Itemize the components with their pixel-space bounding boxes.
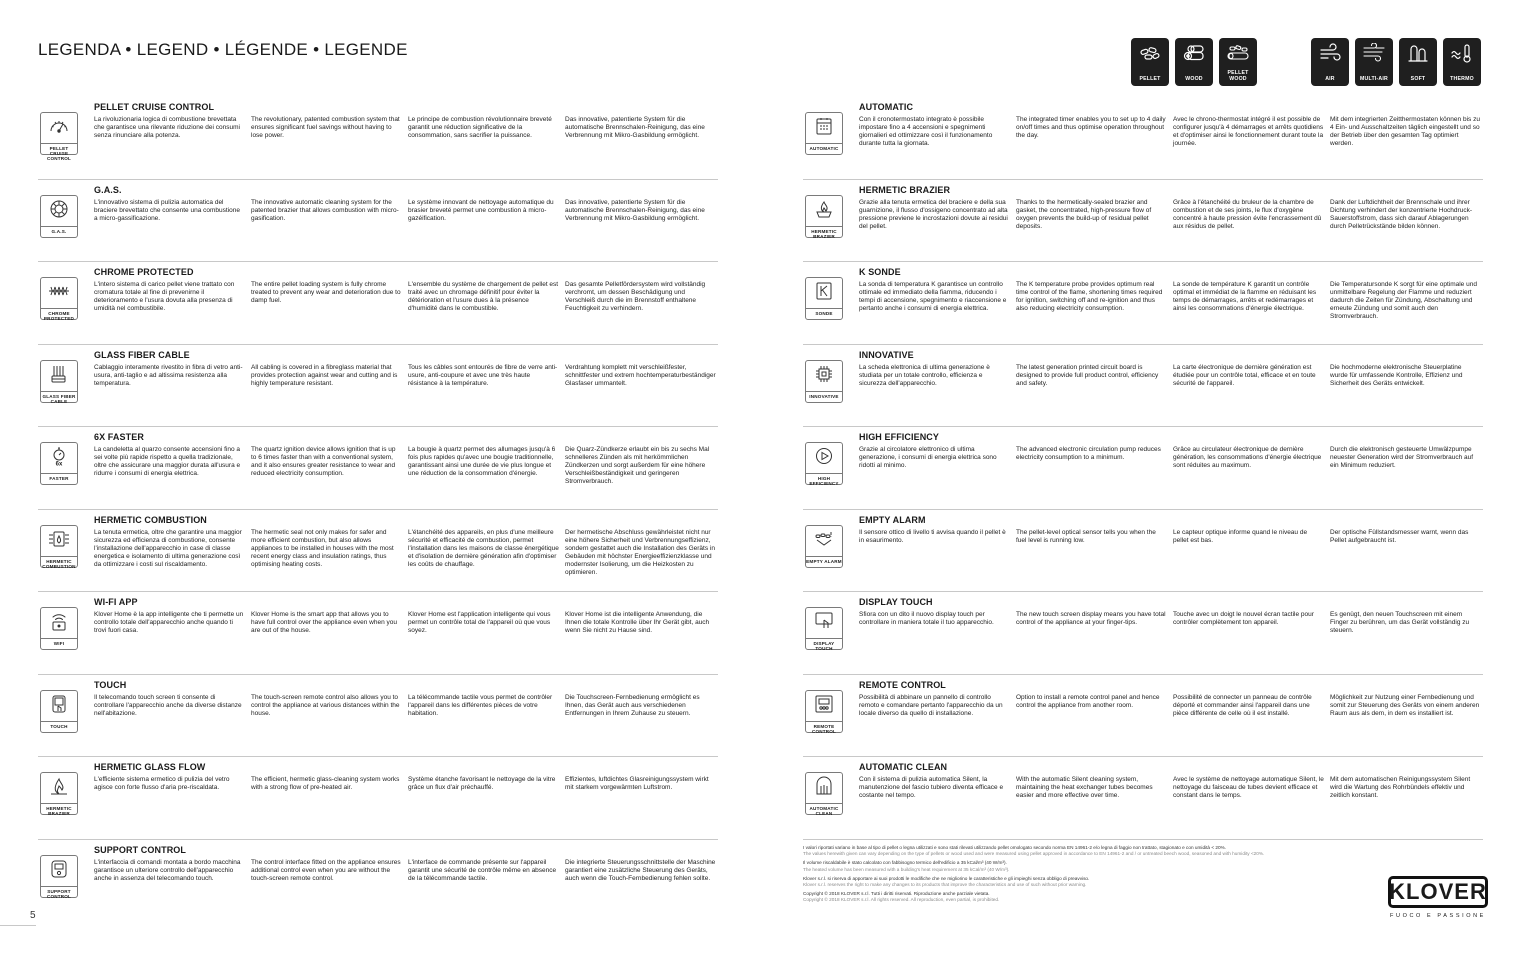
calendar-timer-icon: [813, 116, 835, 141]
footnote-copyright-en: Copyright © 2018 KLOVER s.r.l. All rights reserved. All reproduction, even partial, is prohibited.: [803, 897, 1000, 903]
feature-icon-label: TOUCH: [41, 721, 77, 729]
description-it: La scheda elettronica di ultima generazione è studiata per un totale controllo, efficienza e sicurezza dell'apparecchio.: [859, 363, 990, 387]
description-fr: Grâce à l'étanchéité du bruleur de la chambre de combustion et de ses joints, le flux d'oxygène concentré à haute pression évite l'encrassement dû aux résidus de pellet.: [1173, 198, 1322, 230]
description-it: L'interfaccia di comandi montata a bordo macchina garantisce un ulteriore controllo dell'apparecchio anche in assenza del telecomando touch.: [94, 858, 241, 882]
badge-label: SOFT: [1410, 76, 1426, 82]
feature-icon-label: SONDE: [806, 308, 842, 316]
description-en: The revolutionary, patented combustion system that ensures significant fuel savings without having to lose power.: [251, 116, 400, 140]
feature-k-sonde: [803, 265, 1483, 348]
features-right-column: [803, 100, 1483, 843]
description-en: With the automatic Silent cleaning system, maintaining the heat exchanger tubes becomes easier and more effective over time.: [1016, 776, 1153, 800]
description-de: Effizientes, luftdichtes Glasreinigungssystem wirkt mit starkem vorgewärmten Luftstrom.: [565, 776, 709, 792]
feature-icon-label: SUPPORT CONTROL: [41, 886, 77, 899]
feature-icon-label: WIFI: [41, 638, 77, 646]
feature-descriptions: [859, 694, 1487, 718]
feature-icon-box: [40, 195, 78, 238]
feature-remote-control: [803, 678, 1483, 761]
feature-descriptions: [859, 529, 1487, 545]
description-en: The control interface fitted on the appliance ensures additional control even when you are without the touch-screen remote control.: [251, 858, 401, 882]
description-fr: L'interface de commande présente sur l'appareil garantit une sécurité de contrôle même en absence de la télécommande tactile.: [408, 858, 557, 882]
feature-icon-box: [805, 607, 843, 650]
support-panel-icon: [48, 859, 70, 884]
feature-icon-box: [805, 442, 843, 485]
brazier-flame-icon: [813, 199, 835, 224]
feature-icon-label: REMOTE CONTROL: [806, 721, 842, 734]
feature-descriptions: [94, 116, 722, 140]
feature-glass-fiber-cable: [38, 348, 718, 431]
description-de: Die Touchscreen-Fernbedienung ermöglicht es Ihnen, das Gerät auch aus verschiedenen Entfernungen in Ihrem Zuhause zu steuern.: [565, 693, 700, 717]
description-it: Con il cronotermostato integrato è possibile impostare fino a 4 accensioni e spegnimenti giornalieri ed ottimizzare così il funzionamento durante tutta la giornata.: [859, 116, 993, 148]
thermo-icon: [1450, 43, 1474, 68]
description-en: The quartz ignition device allows ignition that is up to 6 times faster than with a conventional system, and it also ensures greater resistance to wear and reduced electricity consumption.: [251, 446, 396, 478]
feature-title: CHROME PROTECTED: [94, 267, 194, 277]
feature-icon-box: [40, 525, 78, 568]
description-en: Thanks to the hermetically-sealed brazier and gasket, the concentrated, high-pressure flow of oxygen prevents the build-up of residual pellet deposits.: [1016, 198, 1152, 230]
description-de: Mit dem integrierten Zeitthermostaten können bis zu 4 Ein- und Ausschaltzeiten täglich eingestellt und so der Betrieb über den gesamten Tag optimiert werden.: [1330, 116, 1480, 148]
description-de: Mit dem automatischen Reinigungssystem Silent wird die Wartung des Rohrbündels effektiv und zeitlich konstant.: [1330, 776, 1471, 800]
description-fr: La sonde de température K garantit un contrôle optimal et immédiat de la flamme en réduisant les temps de démarrages, arrêts et redémarrages et ainsi les consommations d'énergie électrique.: [1173, 281, 1317, 313]
air-flow-icon: [1318, 43, 1342, 68]
description-it: Klover Home è la app intelligente che ti permette un controllo totale dell'apparecchio anche quando ti trovi fuori casa.: [94, 611, 244, 635]
wifi-icon: [48, 611, 70, 636]
feature-wifi-app: [38, 595, 718, 678]
feature-descriptions: [94, 281, 722, 313]
remote-panel-icon: [813, 694, 835, 719]
description-en: The efficient, hermetic glass-cleaning system works with a strong flow of pre-heated air.: [251, 776, 400, 792]
description-it: Grazie al circolatore elettronico di ultima generazione, i consumi di energia elettrica sono ridotti al minimo.: [859, 446, 997, 470]
badge-air: [1311, 38, 1349, 86]
description-de: Klover Home ist die intelligente Anwendung, die Ihnen die totale Kontrolle über Ihr Gerät gibt, auch wenn Sie nicht zu Hause sind.: [565, 611, 710, 635]
features-left-column: [38, 100, 718, 925]
badge-multi-air: [1355, 38, 1393, 86]
feature-icon-box: [805, 277, 843, 320]
feature-automatic-clean: [803, 760, 1483, 843]
clean-cycle-icon: [813, 776, 835, 801]
feature-icon-label: FASTER: [41, 473, 77, 481]
feature-title: 6X FASTER: [94, 432, 144, 442]
description-de: Das gesamte Pelletfördersystem wird vollständig verchromt, um dessen Beschädigung und Verschleiß durch die im Brennstoff enthaltene Feuchtigkeit zu verhindern.: [565, 281, 706, 313]
feature-icon-label: HERMETIC BRAZIER: [41, 803, 77, 816]
description-en: The innovative automatic cleaning system for the patented brazier that allows combustion with micro-gasification.: [251, 198, 399, 222]
feature-title: AUTOMATIC: [859, 102, 914, 112]
footnote-values-en: The values herewith given can vary depending on the type of pellets or wood used and were measured using pellet approved in accordance to EN 14961-2 and / or untreated beech wood, seasoned and with humidity <20%.: [803, 851, 1265, 857]
feature-icon-label: HIGH EFFICIENCY: [806, 473, 842, 486]
feature-icon-box: [805, 772, 843, 815]
logo-tagline: FUOCO E PASSIONE: [1390, 913, 1486, 919]
description-fr: Klover Home est l'application intelligente qui vous permet un contrôle total de l'appareil où que vous soyez.: [408, 611, 551, 635]
feature-icon-label: AUTOMATIC: [806, 143, 842, 151]
badge-label: PELLET: [1139, 76, 1161, 82]
badge-label: MULTI-AIR: [1360, 76, 1388, 82]
feature-descriptions: [859, 611, 1487, 635]
description-it: Cablaggio interamente rivestito in fibra di vetro anti-usura, anti-taglio e ad altissima resistenza alla temperatura.: [94, 363, 243, 387]
footnote-copyright-it: Copyright © 2018 KLOVER s.r.l. Tutti i diritti riservati. Riproduzione anche parziale vietata.: [803, 891, 990, 897]
description-en: All cabling is covered in a fibreglass material that provides protection against wear and cutting and is highly temperature resistant.: [251, 363, 398, 387]
feature-icon-box: [805, 360, 843, 403]
k-probe-icon: [813, 281, 835, 306]
badge-pellet: [1131, 38, 1169, 86]
feature-icon-box: [805, 690, 843, 733]
description-de: Durch die elektronisch gesteuerte Umwälzpumpe neuester Generation wird der Stromverbrauch auf ein Minimum reduziert.: [1330, 446, 1474, 470]
feature-icon-box: [805, 112, 843, 155]
description-it: La sonda di temperatura K garantisce un controllo ottimale ed immediato della fiamma, riducendo i tempi di accensione, spegnimento e riaccensione e pertanto anche i consumi di energia elettrica.: [859, 281, 1007, 313]
feature-title: EMPTY ALARM: [859, 514, 926, 525]
feature-icon-box: [805, 195, 843, 238]
feature-innovative: [803, 348, 1483, 431]
description-en: The advanced electronic circulation pump reduces electricity consumption to a minimum.: [1016, 446, 1161, 462]
description-de: Das innovative, patentierte System für die automatische Brennschalen-Reinigung, das eine Verbrennung mit Mikro-Gasbildung ermöglicht.: [565, 198, 705, 222]
pellet-wood-icon: [1226, 43, 1250, 68]
feature-icon-box: [40, 690, 78, 733]
feature-support-control: [38, 843, 718, 926]
feature-icon-box: [40, 855, 78, 898]
feature-title: HIGH EFFICIENCY: [859, 432, 940, 442]
description-en: Option to install a remote control panel and hence control the appliance from another room.: [1016, 693, 1160, 709]
feature-title: AUTOMATIC CLEAN: [859, 762, 948, 772]
feature-descriptions: [94, 529, 722, 578]
feature-icon-label: INNOVATIVE: [806, 391, 842, 399]
feature-title: G.A.S.: [94, 184, 122, 195]
feature-icon-label: HERMETIC BRAZIER: [806, 226, 842, 239]
circuit-chip-icon: [813, 364, 835, 389]
feature-title: PELLET CRUISE CONTROL: [94, 102, 215, 112]
description-fr: Système étanche favorisant le nettoyage de la vitre grâce un flux d'air préchauffé.: [408, 776, 556, 792]
footnote-values-it: I valori riportati variano in base al tipo di pellet o legna utilizzati e sono stati rilevati utilizzando pellet omologato secondo norma EN 14961-2 e/o legna di faggio non trattato, stagionato e con umidità < 20%.: [803, 845, 1227, 850]
feature-descriptions: [859, 281, 1487, 321]
feature-icon-label: CHROME PROTECTED: [41, 308, 77, 321]
feature-hermetic-combustion: [38, 513, 718, 596]
feature-high-efficiency: [803, 430, 1483, 513]
feature-icon-label: G.A.S.: [41, 226, 77, 234]
description-de: Das innovative, patentierte System für die automatische Brennschalen-Reinigung, das eine Verbrennung mit Mikro-Gasbildung ermöglicht.: [565, 116, 705, 140]
feature-icon-label: AUTOMATIC CLEAN: [806, 803, 842, 816]
gauge-icon: [48, 116, 70, 141]
feature-empty-alarm: [803, 513, 1483, 596]
feature-hermetic-glass-flow: [38, 760, 718, 843]
feature-title: K SONDE: [859, 267, 901, 277]
feature-title: WI-FI APP: [94, 597, 138, 607]
multi-air-icon: [1362, 43, 1386, 68]
feature-icon-box: [40, 112, 78, 161]
footnote-volume-it: Il volume riscaldabile è stato calcolato con fabbisogno termico dell'edificio a 35 kCal/m³ (40 W/m³).: [803, 860, 1007, 866]
description-de: Die Temperatursonde K sorgt für eine optimale und unmittelbare Regelung der Flamme und reduziert dadurch die Zeiten für Zündung, Abschaltung und erneute Zündung und somit auch den Stromverbrauch.: [1330, 281, 1477, 321]
feature-descriptions: [859, 446, 1487, 470]
description-de: Es genügt, den neuen Touchscreen mit einem Finger zu berühren, um das Gerät vollständig zu steuern.: [1330, 611, 1470, 635]
feature-descriptions: [94, 199, 722, 223]
fuel-badges: [1131, 38, 1257, 86]
flame-flow-icon: [48, 776, 70, 801]
badge-label: THERMO: [1450, 76, 1474, 82]
description-it: L'intero sistema di carico pellet viene trattato con cromatura totale al fine di prevenirne il deterioramento e l'usura dovuta alla presenza di umidità nel combustibile.: [94, 281, 235, 313]
soft-heat-icon: [1406, 43, 1430, 68]
description-it: Con il sistema di pulizia automatica Silent, la manutenzione del fascio tubiero diventa efficace e costante nel tempo.: [859, 776, 1004, 800]
pellet-alarm-icon: [813, 529, 835, 554]
feature-title: SUPPORT CONTROL: [94, 844, 187, 855]
feature-6x-faster: [38, 430, 718, 513]
feature-chrome-protected: [38, 265, 718, 348]
brazier-grid-icon: [48, 199, 70, 224]
description-it: Il telecomando touch screen ti consente di controllare l'apparecchio anche da diverse distanze nell'abitazione.: [94, 693, 242, 717]
touch-remote-icon: [48, 694, 70, 719]
pellet-icon: [1138, 43, 1162, 68]
description-it: La rivoluzionaria logica di combustione brevettata che garantisce una rilevante riduzione dei consumi senza rinunciare alla potenza.: [94, 116, 240, 140]
description-it: La candeletta al quarzo consente accensioni fino a sei volte più rapide rispetto a quella tradizionale, oltre che assicurare una maggior durata all'usura e ridurre i consumi di energia elettrica.: [94, 446, 241, 478]
feature-touch: [38, 678, 718, 761]
brand-logo: [1388, 876, 1488, 924]
cable-icon: [48, 364, 70, 389]
description-en: The new touch screen display means you have total control of the appliance at your finger-tips.: [1016, 611, 1166, 627]
description-de: Der optische Füllstandsmesser warnt, wenn das Pellet aufgebraucht ist.: [1330, 528, 1469, 544]
description-en: The touch-screen remote control also allows you to control the appliance at various distances within the house.: [251, 693, 400, 717]
description-de: Der hermetische Abschluss gewährleistet nicht nur eine höhere Sicherheit und Verbrennungseffizienz, sondern gestattet auch die Installation des Geräts in Gebäuden mit höchster Energieeffizienzklasse und modernster Isolierung, um die Heizkosten zu optimieren.: [565, 528, 715, 576]
badge-label: WOOD: [1185, 76, 1203, 82]
description-fr: L'étanchéité des appareils, en plus d'une meilleure sécurité et efficacité de combustion, permet l'installation dans les maisons de classe énergétique et d'isolation de dernière génération afin d'optimiser les coûts de chauffage.: [408, 528, 559, 568]
feature-icon-box: [40, 360, 78, 403]
wood-logs-icon: [1182, 43, 1206, 68]
feature-descriptions: [94, 446, 722, 486]
description-en: Klover Home is the smart app that allows you to have full control over the appliance even when you are out of the house.: [251, 611, 397, 635]
page-number: 5: [30, 910, 36, 921]
feature-descriptions: [94, 859, 722, 883]
feature-title: TOUCH: [94, 679, 127, 690]
feature-descriptions: [859, 776, 1487, 800]
feature-descriptions: [859, 199, 1487, 231]
feature-title: GLASS FIBER CABLE: [94, 349, 190, 360]
description-fr: L'ensemble du système de chargement de pellet est traité avec un chromage définitif pour éviter la détérioration et l'usure dues à la présence d'humidité dans le combustible.: [408, 281, 559, 313]
feature-display-touch: [803, 595, 1483, 678]
footnotes: [803, 845, 1363, 907]
description-fr: Possibilité de connecter un panneau de contrôle déporté et commander ainsi l'appareil dans une pièce différente de celle où il est installé.: [1173, 693, 1312, 717]
page-number-rule: [0, 925, 36, 926]
feature-descriptions: [94, 776, 722, 792]
badge-label: AIR: [1325, 76, 1335, 82]
stopwatch-icon: [48, 446, 70, 471]
feature-icon-box: [40, 277, 78, 320]
badge-thermo: [1443, 38, 1481, 86]
badge-pellet-wood: [1219, 38, 1257, 86]
description-it: Grazie alla tenuta ermetica del braciere e della sua guarnizione, il flusso d'ossigeno concentrato ad alta pressione previene le incrostazioni dovute ai residui del pellet.: [859, 198, 1008, 230]
badge-soft: [1399, 38, 1437, 86]
description-fr: Grâce au circulateur électronique de dernière génération, les consommations d'énergie électrique sont réduites au maximum.: [1173, 446, 1322, 470]
description-de: Die hochmoderne elektronische Steuerplatine wurde für umfassende Kontrolle, Effizienz und Sicherheit des Geräts entwickelt.: [1330, 363, 1463, 387]
description-de: Die integrierte Steuerungsschnittstelle der Maschine garantiert eine zusätzliche Steuerung des Geräts, auch wenn die Touch-Fernbedienung fehlen sollte.: [565, 858, 716, 882]
feature-descriptions: [94, 364, 722, 388]
feature-icon-label: GLASS FIBER CABLE: [41, 391, 77, 404]
feature-automatic: [803, 100, 1483, 183]
heat-badges: [1311, 38, 1481, 86]
page-title: LEGENDA • LEGEND • LÉGENDE • LEGENDE: [38, 40, 408, 59]
footnote-rights-it: Klover s.r.l. si riserva di apportare ai suoi prodotti le modifiche che ne migliorino le caratteristiche e gli impieghi senza obbligo di preavviso.: [803, 875, 1090, 881]
feature-descriptions: [94, 694, 722, 718]
description-it: Possibilità di abbinare un pannello di controllo remoto e comandare pertanto l'apparecchio da un locale diverso da quello di installazione.: [859, 693, 1003, 717]
feature-descriptions: [94, 611, 722, 635]
feature-icon-label: HERMETIC COMBUSTION: [41, 556, 77, 569]
sealed-chamber-icon: [48, 529, 70, 554]
feature-title: INNOVATIVE: [859, 349, 914, 360]
feature-pellet-cruise-control: [38, 100, 718, 183]
feature-title: REMOTE CONTROL: [859, 679, 946, 690]
feature-title: HERMETIC COMBUSTION: [94, 514, 207, 525]
feature-descriptions: [859, 116, 1487, 148]
description-it: L'innovativo sistema di pulizia automatica del braciere brevettato che consente una combustione a micro-gassificazione.: [94, 198, 240, 222]
description-de: Die Quarz-Zündkerze erlaubt ein bis zu sechs Mal schnelleres Zünden als mit herkömmlichen Zündkerzen und sorgt außerdem für eine höhere Verschleißbeständigkeit und geringeren Stromverbrauch.: [565, 446, 710, 486]
description-en: The entire pellet loading system is fully chrome treated to prevent any wear and deterioration due to damp fuel.: [251, 281, 401, 305]
feature-icon-box: [40, 442, 78, 485]
description-de: Möglichkeit zur Nutzung einer Fernbedienung und somit zur Steuerung des Geräts von einem anderen Raum aus als dem, in dem es installiert ist.: [1330, 693, 1480, 717]
description-fr: Touche avec un doigt le nouvel écran tactile pour contrôler complètement ton appareil.: [1173, 611, 1314, 627]
description-en: The hermetic seal not only makes for safer and more efficient combustion, but also allows appliances to be installed in houses with the most recent energy class and insulation ratings, thus optimising heating costs.: [251, 528, 394, 568]
touch-display-icon: [813, 611, 835, 636]
description-en: The integrated timer enables you to set up to 4 daily on/off times and thus optimise operation throughout the day.: [1016, 116, 1166, 140]
description-en: The K temperature probe provides optimum real time control of the flame, shortening times required for ignition, switching off and re-ignition and thus also reducing electricity consumption.: [1016, 281, 1163, 313]
feature-title: HERMETIC GLASS FLOW: [94, 762, 206, 772]
description-fr: Le système innovant de nettoyage automatique du brasier breveté permet une combustion à micro-gazéification.: [408, 198, 554, 222]
description-de: Dank der Luftdichtheit der Brennschale und ihrer Dichtung verhindert der konzentrierte Hochdruck-Sauerstoffstrom, dass sich darauf Ablagerungen durch Pelletrückstände bilden können.: [1330, 198, 1472, 230]
description-it: La tenuta ermetica, oltre che garantire una maggior sicurezza ed efficienza di combustione, consente l'installazione dell'apparecchio in case di classe energetica e isolamento di ultima generazione così da ottimizzare i costi sul riscaldamento.: [94, 528, 242, 568]
description-fr: Le principe de combustion révolutionnaire breveté garantit une réduction significative de la consommation, sans sacrifier la puissance.: [408, 116, 552, 140]
description-fr: Le capteur optique informe quand le niveau de pellet est bas.: [1173, 528, 1308, 544]
feature-hermetic-brazier: [803, 183, 1483, 266]
feature-gas: [38, 183, 718, 266]
feature-title: HERMETIC BRAZIER: [859, 184, 951, 195]
feature-icon-label: DISPLAY TOUCH: [806, 638, 842, 651]
description-fr: Tous les câbles sont entourés de fibre de verre anti-usure, anti-coupure et avec une très haute résistance à la température.: [408, 363, 558, 387]
description-fr: La bougie à quartz permet des allumages jusqu'à 6 fois plus rapides qu'avec une bougie traditionnelle, garantissant ainsi une durée de vie plus longue et une réduction de la consommation d'énergie.: [408, 446, 556, 478]
description-en: The latest generation printed circuit board is designed to provide full product control, efficiency and safety.: [1016, 363, 1159, 387]
feature-descriptions: [859, 364, 1487, 388]
six-x-mark: 6x: [55, 461, 63, 466]
footnote-rights-en: Klover s.r.l. reserves the right to make any changes to its products that improve the characteristics and use of such without prior warning.: [803, 882, 1087, 888]
feature-title: DISPLAY TOUCH: [859, 597, 933, 607]
feature-icon-box: [40, 772, 78, 815]
description-it: Il sensore ottico di livello ti avvisa quando il pellet è in esaurimento.: [859, 528, 1006, 544]
play-circle-icon: [813, 446, 835, 471]
badge-wood: [1175, 38, 1213, 86]
badge-label: PELLET WOOD: [1227, 70, 1249, 82]
description-en: The pellet-level optical sensor tells you when the fuel level is running low.: [1016, 528, 1156, 544]
description-it: L'efficiente sistema ermetico di pulizia del vetro agisce con forte flusso d'aria pre-riscaldata.: [94, 776, 230, 792]
description-fr: Avec le système de nettoyage automatique Silent, le nettoyage du faisceau de tubes devient efficace et constant dans le temps.: [1173, 776, 1324, 800]
description-de: Verdrahtung komplett mit verschleißfester, schnittfester und extrem hochtemperaturbeständiger Glasfaser ummantelt.: [565, 363, 716, 387]
feature-icon-box: [40, 607, 78, 650]
feature-icon-label: EMPTY ALARM: [806, 556, 842, 564]
auger-screw-icon: [48, 281, 70, 306]
description-it: Sfiora con un dito il nuovo display touch per controllare in maniera totale il tuo apparecchio.: [859, 611, 994, 627]
logo-wordmark: KLOVER: [1388, 876, 1488, 908]
footnote-volume-en: The heated volume has been measured with a building's heat requirement at 35 kCal/m³ (40 W/m³).: [803, 866, 1010, 872]
description-fr: Avec le chrono-thermostat intégré il est possible de configurer jusqu'à 4 démarrages et arrêts quotidiens et d'optimiser ainsi le fonctionnement durant toute la journée.: [1173, 116, 1324, 148]
feature-icon-box: [805, 525, 843, 568]
description-fr: La télécommande tactile vous permet de contrôler l'appareil dans les différentes pièces de votre habitation.: [408, 693, 553, 717]
description-fr: La carte électronique de dernière génération est étudiée pour un contrôle total, efficace et en toute sécurité de l'appareil.: [1173, 363, 1316, 387]
feature-icon-label: PELLET CRUISE CONTROL: [41, 143, 77, 161]
